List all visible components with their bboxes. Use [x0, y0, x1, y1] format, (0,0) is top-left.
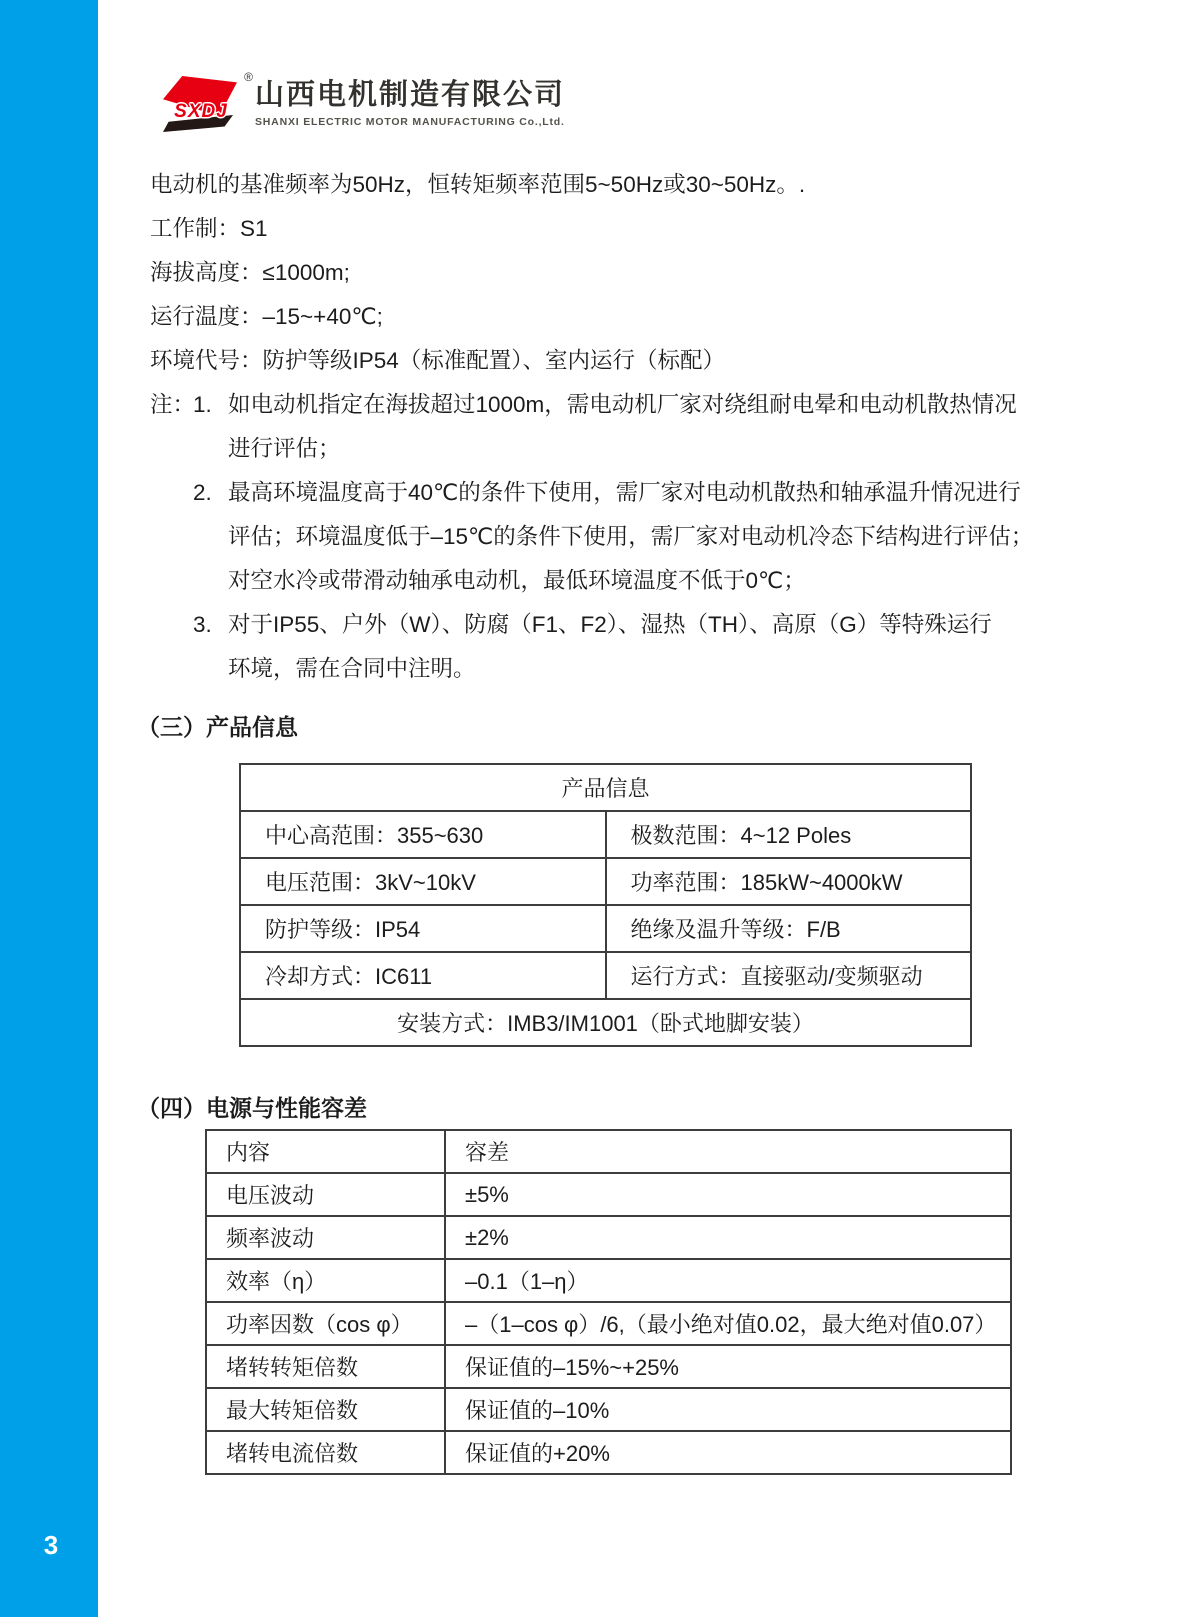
note-line: 对于IP55、户外（W）、防腐（F1、F2）、湿热（TH）、高原（G）等特殊运行: [228, 612, 992, 637]
note-line: 环境，需在合同中注明。: [228, 656, 476, 681]
table-row: [206, 1216, 1011, 1259]
note-gutter: [150, 471, 193, 515]
product-table-header: 产品信息: [240, 764, 971, 811]
note-number: 1.: [193, 392, 212, 417]
table-row: [206, 1431, 1011, 1474]
left-accent-bar: [0, 0, 98, 1617]
intro-line: 运行温度：–15~+40℃;: [150, 304, 383, 329]
intro-line: 工作制：S1: [150, 216, 268, 241]
page-number: 3: [43, 1530, 59, 1560]
table-cell: 最大转矩倍数: [206, 1388, 445, 1431]
company-name-cn: 山西电机制造有限公司: [255, 79, 566, 111]
table-row: [240, 811, 971, 858]
note-item: [150, 603, 1140, 691]
tolerance-table: [205, 1129, 1012, 1475]
table-cell: 电压范围：3kV~10kV: [240, 858, 606, 905]
table-row: [240, 858, 971, 905]
table-row: [240, 952, 971, 999]
document-body: [150, 163, 1140, 691]
table-row: [206, 1173, 1011, 1216]
note-label: 注：: [150, 392, 196, 417]
column-header: 内容: [206, 1130, 445, 1173]
note-line: 最高环境温度高于40℃的条件下使用，需厂家对电动机散热和轴承温升情况进行: [228, 480, 1021, 505]
table-cell: 保证值的+20%: [445, 1431, 1011, 1474]
logo-text-block: [255, 76, 565, 128]
note-item: [150, 471, 1140, 603]
note-body: [228, 603, 992, 691]
company-logo: [163, 70, 566, 132]
section-title-tolerance: （四）电源与性能容差: [137, 1095, 367, 1122]
table-cell: 堵转转矩倍数: [206, 1345, 445, 1388]
section-title-product-info: （三）产品信息: [137, 714, 298, 741]
note-line: 对空水冷或带滑动轴承电动机，最低环境温度不低于0℃；: [228, 568, 806, 593]
logo-mark: [163, 70, 253, 132]
table-cell: 频率波动: [206, 1216, 445, 1259]
table-cell: –0.1（1–η）: [445, 1259, 1011, 1302]
registered-trademark-icon: ®: [244, 70, 253, 84]
table-cell: 绝缘及温升等级：F/B: [606, 905, 972, 952]
table-cell: 电压波动: [206, 1173, 445, 1216]
product-table-footer: 安装方式：IMB3/IM1001（卧式地脚安装）: [240, 999, 971, 1046]
table-row: [206, 1130, 1011, 1173]
table-row: [206, 1302, 1011, 1345]
note-line: 如电动机指定在海拔超过1000m，需电动机厂家对绕组耐电晕和电动机散热情况: [228, 392, 1017, 417]
table-cell: 防护等级：IP54: [240, 905, 606, 952]
table-cell: 效率（η）: [206, 1259, 445, 1302]
table-cell: 冷却方式：IC611: [240, 952, 606, 999]
product-info-table: [239, 763, 972, 1047]
note-body: [228, 471, 1033, 603]
table-cell: ±5%: [445, 1173, 1011, 1216]
note-gutter: [150, 603, 193, 647]
table-row: [206, 1388, 1011, 1431]
table-cell: 中心高范围：355~630: [240, 811, 606, 858]
intro-line: 海拔高度：≤1000m;: [150, 260, 350, 285]
table-cell: 运行方式：直接驱动/变频驱动: [606, 952, 972, 999]
table-cell: 功率因数（cos φ）: [206, 1302, 445, 1345]
table-row: [206, 1345, 1011, 1388]
table-cell: 堵转电流倍数: [206, 1431, 445, 1474]
table-row: [240, 905, 971, 952]
table-row: [240, 764, 971, 811]
table-cell: 保证值的–15%~+25%: [445, 1345, 1011, 1388]
table-cell: 保证值的–10%: [445, 1388, 1011, 1431]
table-cell: –（1–cos φ）/6,（最小绝对值0.02，最大绝对值0.07）: [445, 1302, 1011, 1345]
table-row: [206, 1259, 1011, 1302]
company-name-en: SHANXI ELECTRIC MOTOR MANUFACTURING Co.,Ltd.: [255, 115, 565, 128]
note-line: 进行评估；: [228, 436, 341, 461]
note-number: 2.: [193, 480, 212, 505]
table-cell: ±2%: [445, 1216, 1011, 1259]
table-row: [240, 999, 971, 1046]
intro-line: 环境代号：防护等级IP54（标准配置）、室内运行（标配）: [150, 348, 726, 373]
intro-line: 电动机的基准频率为50Hz，恒转矩频率范围5~50Hz或30~50Hz。.: [150, 172, 806, 197]
table-cell: 极数范围：4~12 Poles: [606, 811, 972, 858]
table-cell: 功率范围：185kW~4000kW: [606, 858, 972, 905]
note-body: [228, 383, 1017, 471]
logo-mark-text: SXDJ: [174, 101, 228, 122]
note-line: 评估；环境温度低于–15℃的条件下使用，需厂家对电动机冷态下结构进行评估；: [228, 524, 1034, 549]
note-item: [150, 383, 1140, 471]
note-number: 3.: [193, 612, 212, 637]
column-header: 容差: [445, 1130, 1011, 1173]
